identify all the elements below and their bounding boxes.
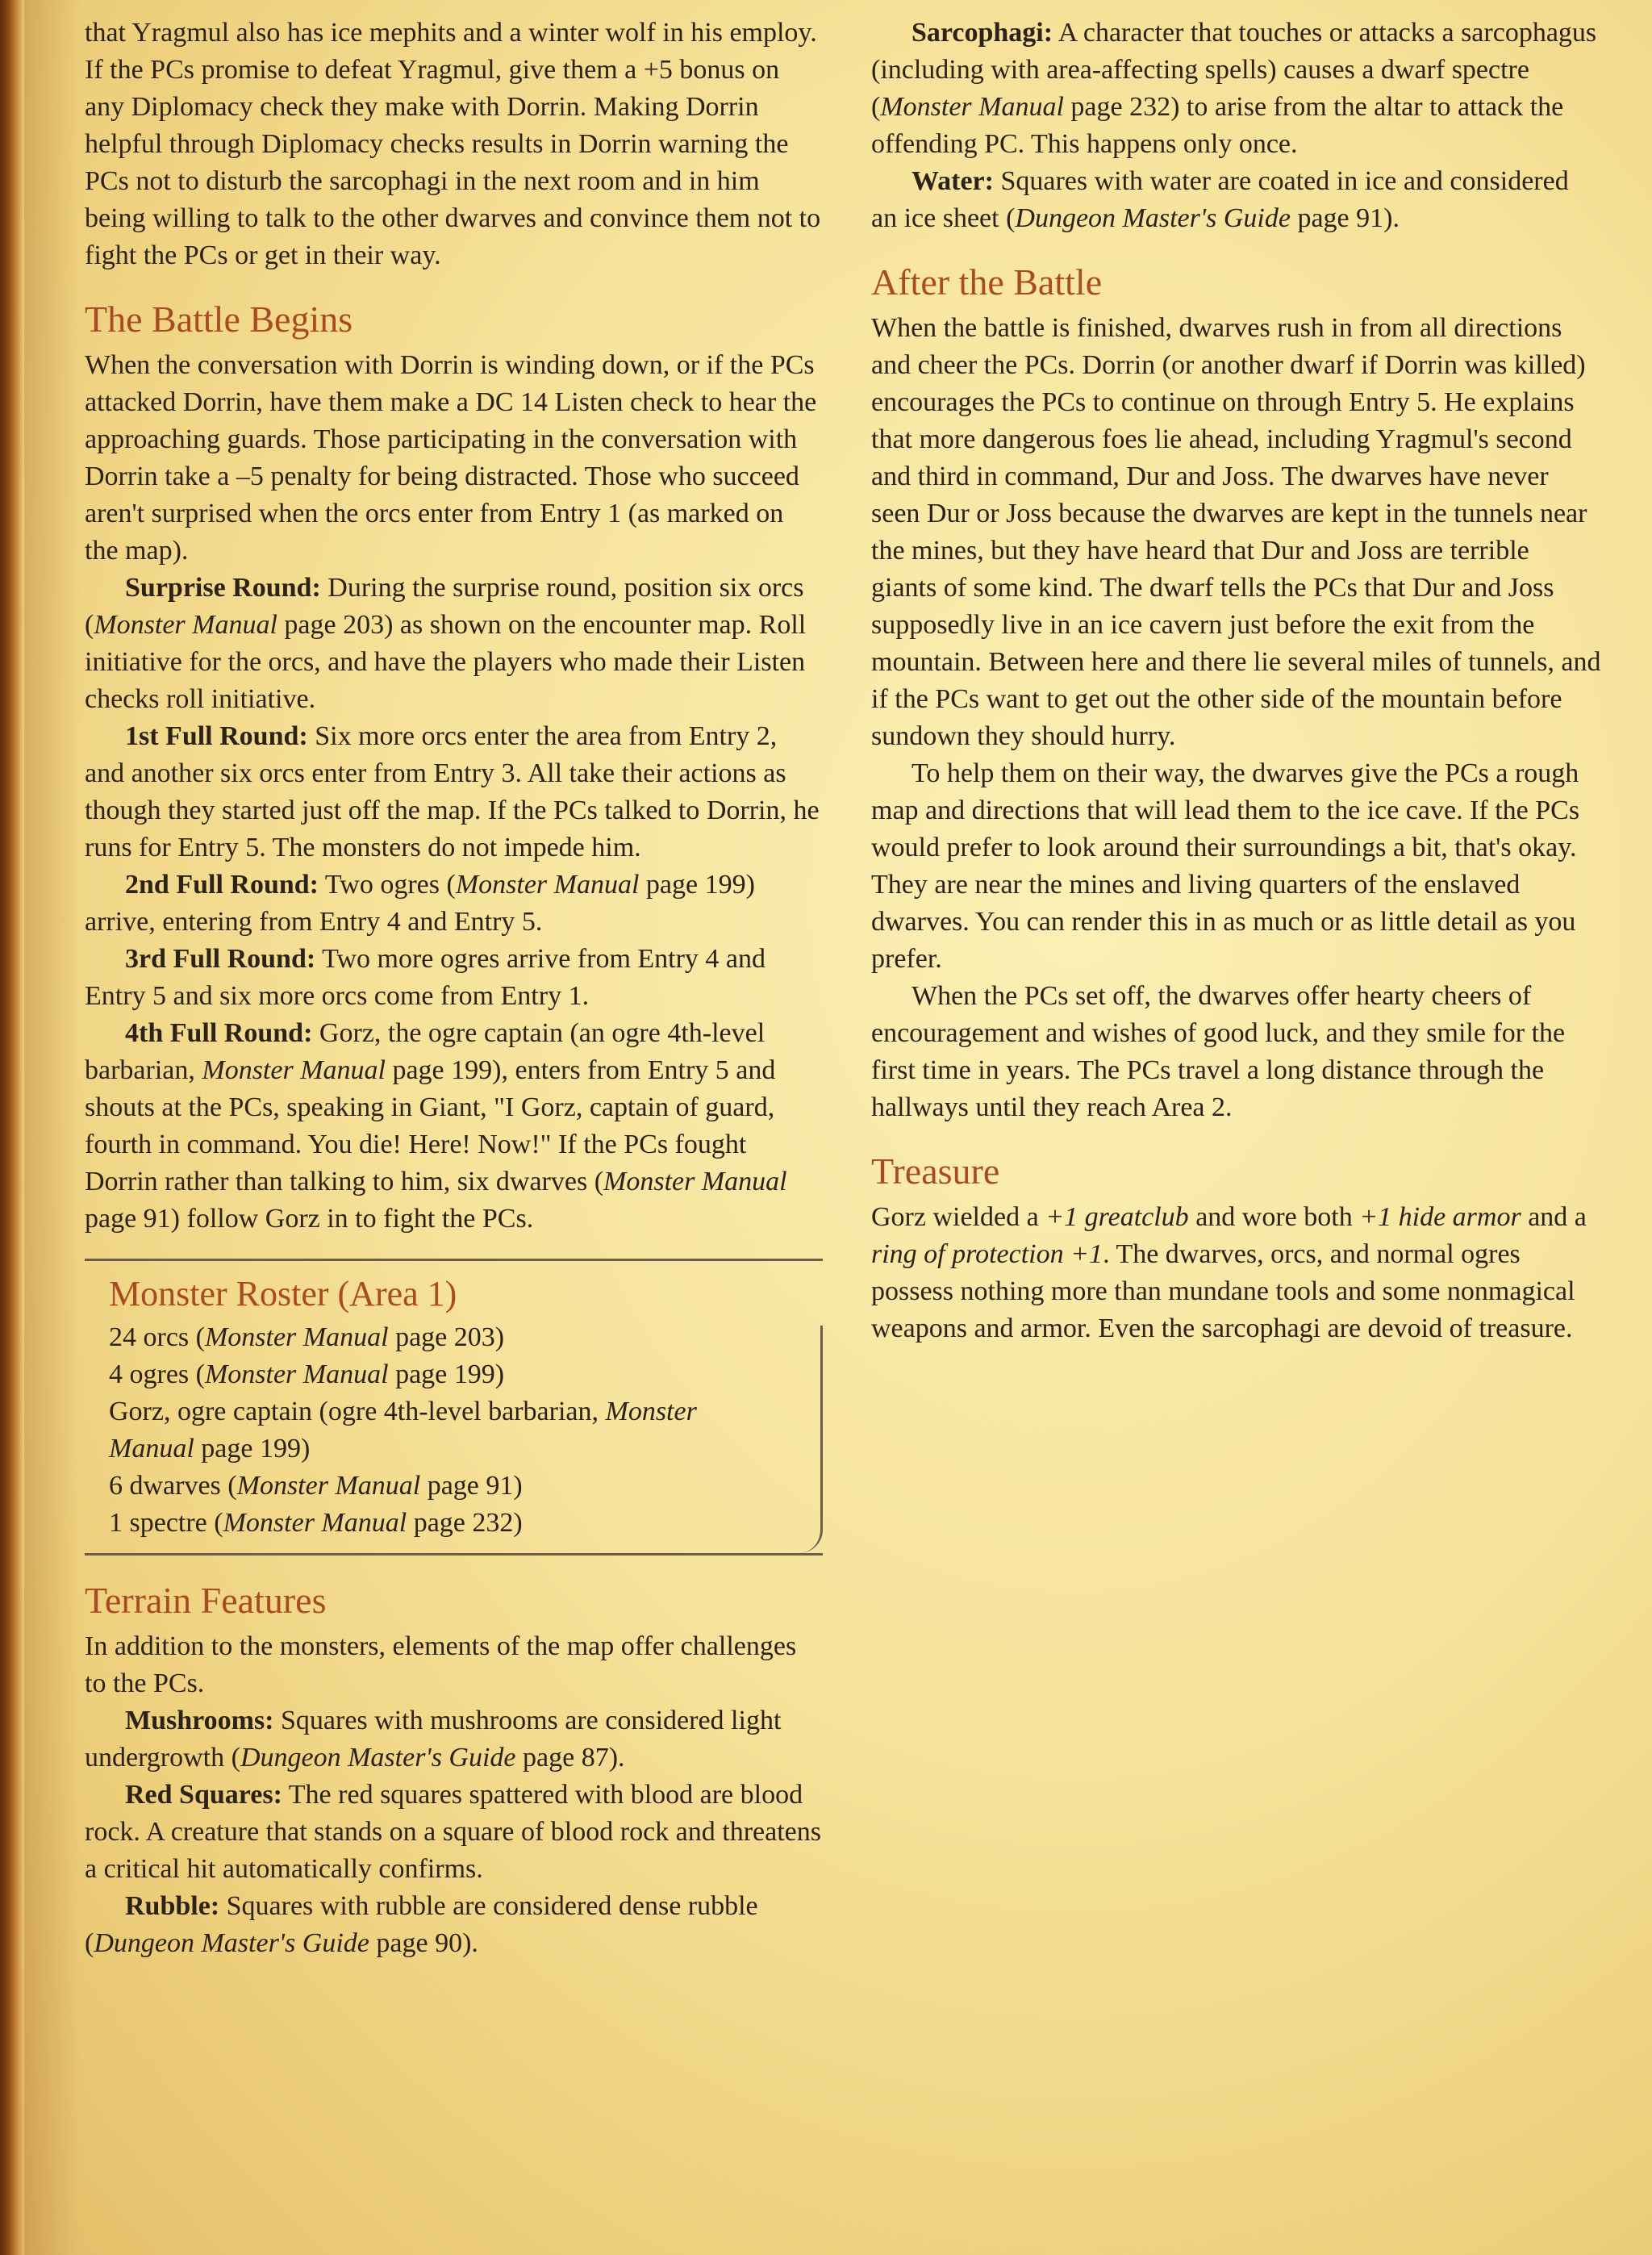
roster-item-page: page 232) — [407, 1508, 523, 1538]
rubble-dmg-ref: Dungeon Master's Guide — [94, 1928, 369, 1958]
roster-item-page: page 199) — [388, 1359, 505, 1389]
round-4-label: 4th Full Round: — [125, 1018, 313, 1048]
treasure-text-4: . The dwarves, orcs, and normal ogres possess nothing more than mundane tools and some nonmagical weapons and armor. Even the sarcophagi are devoid of treasure. — [871, 1239, 1575, 1343]
surprise-mm-ref: Monster Manual — [94, 610, 277, 640]
right-column — [871, 15, 1601, 1347]
surprise-round-label: Surprise Round: — [125, 573, 321, 603]
round-2-text-2: page 199) arrive, entering from Entry 4 and Entry 5. — [85, 870, 755, 937]
treasure-item-ring: ring of protection +1 — [871, 1239, 1103, 1269]
after-battle-paragraph-2: To help them on their way, the dwarves give the PCs a rough map and directions that will lead them to the ice cave. If the PCs would prefer to look around their surroundings a bit, that's okay. They are near the mines and living quarters of the enslaved dwarves. You can render this in as much or as little detail as you prefer. — [871, 758, 1580, 974]
red-squares-paragraph — [85, 1777, 823, 1888]
round-3-text: Two more ogres arrive from Entry 4 and Entry 5 and six more orcs come from Entry 1. — [85, 944, 766, 1011]
mushrooms-label: Mushrooms: — [125, 1706, 274, 1735]
round-4-mm-ref-2: Monster Manual — [603, 1167, 787, 1196]
treasure-paragraph — [871, 1199, 1601, 1347]
left-column — [85, 15, 823, 1962]
mushrooms-dmg-ref: Dungeon Master's Guide — [240, 1743, 516, 1773]
sarcophagi-mm-ref: Monster Manual — [880, 92, 1064, 122]
roster-item — [109, 1393, 774, 1468]
roster-item-page: page 91) — [420, 1471, 523, 1501]
water-dmg-ref: Dungeon Master's Guide — [1015, 203, 1291, 233]
treasure-item-greatclub: +1 greatclub — [1045, 1202, 1189, 1232]
battle-paragraph: When the conversation with Dorrin is winding down, or if the PCs attacked Dorrin, have them make a DC 14 Listen check to hear the approaching guards. Those participating in the conversation with Dorrin take a –5 penalty for being distracted. Those who succeed aren't surprised when the orcs enter from Entry 1 (as marked on the map). — [85, 350, 817, 566]
roster-item-text: Gorz, ogre captain (ogre 4th-level barbarian, — [109, 1397, 606, 1426]
water-paragraph — [871, 163, 1601, 237]
roster-item — [109, 1505, 774, 1542]
terrain-features-heading: Terrain Features — [85, 1580, 327, 1621]
round-2-mm-ref: Monster Manual — [455, 870, 640, 900]
treasure-text-3: and a — [1521, 1202, 1587, 1232]
round-1-paragraph — [85, 718, 823, 867]
monster-roster-heading: Monster Roster (Area 1) — [109, 1274, 457, 1313]
roster-item — [109, 1356, 774, 1393]
water-text-1: Squares with water are coated in ice and considered an ice sheet ( — [871, 166, 1569, 233]
roster-item-text: 1 spectre ( — [109, 1508, 223, 1538]
roster-item-mm-ref: Monster Manual — [236, 1471, 421, 1501]
intro-paragraph: that Yragmul also has ice mephits and a winter wolf in his employ. If the PCs promise to defeat Yragmul, give them a +5 bonus on any Diplomacy check they make with Dorrin. Making Dorrin helpful through Diplomacy checks results in Dorrin warning the PCs not to disturb the sarcophagi in the next room and in him being willing to talk to the other dwarves and convince them not to fight the PCs or get in their way. — [85, 18, 821, 270]
treasure-text-1: Gorz wielded a — [871, 1202, 1046, 1232]
sarcophagi-text-2: page 232) to arise from the altar to attack the offending PC. This happens only once. — [871, 92, 1564, 159]
roster-item-text: 4 ogres ( — [109, 1359, 205, 1389]
roster-item-text: 24 orcs ( — [109, 1322, 205, 1352]
rubble-paragraph — [85, 1888, 823, 1962]
after-battle-paragraph-3: When the PCs set off, the dwarves offer hearty cheers of encouragement and wishes of good luck, and they smile for the first time in years. The PCs travel a long distance through the hallways until they reach Area 2. — [871, 981, 1566, 1122]
surprise-text-2: page 203) as shown on the encounter map. Roll initiative for the orcs, and have the players who made their Listen checks roll initiative. — [85, 610, 807, 714]
treasure-item-hide-armor: +1 hide armor — [1359, 1202, 1521, 1232]
sarcophagi-label: Sarcophagi: — [912, 18, 1053, 48]
surprise-text-1: During the surprise round, position six orcs ( — [85, 573, 804, 640]
roster-item-mm-ref: Monster Manual — [109, 1397, 697, 1464]
spine-shadow — [24, 0, 81, 2255]
round-4-text-2: page 199), enters from Entry 5 and shouts at the PCs, speaking in Giant, "I Gorz, captain of guard, fourth in command. You die! Here! Now!" If the PCs fought Dorrin rather than talking to him, six dwarves ( — [85, 1055, 776, 1196]
roster-item-mm-ref: Monster Manual — [204, 1322, 389, 1352]
round-2-paragraph — [85, 867, 823, 941]
treasure-text-2: and wore both — [1188, 1202, 1360, 1232]
monster-roster-box — [85, 1259, 823, 1556]
round-2-text-1: Two ogres ( — [319, 870, 456, 900]
water-text-2: page 91). — [1290, 203, 1400, 233]
round-4-text-3: page 91) follow Gorz in to fight the PCs. — [85, 1204, 534, 1234]
sarcophagi-paragraph — [871, 15, 1601, 163]
roster-item-page: page 199) — [194, 1434, 311, 1464]
mushrooms-text-2: page 87). — [515, 1743, 625, 1773]
mushrooms-paragraph — [85, 1702, 823, 1777]
rubble-text-2: page 90). — [369, 1928, 478, 1958]
roster-item-page: page 203) — [388, 1322, 505, 1352]
red-squares-text: The red squares spattered with blood are blood rock. A creature that stands on a square of blood rock and threatens a critical hit automatically confirms. — [85, 1780, 821, 1884]
roster-item — [109, 1468, 774, 1505]
book-spine — [0, 0, 24, 2255]
treasure-heading: Treasure — [871, 1150, 1000, 1192]
round-3-label: 3rd Full Round: — [125, 944, 316, 974]
sarcophagi-text-1: A character that touches or attacks a sarcophagus (including with area-affecting spells) causes a dwarf spectre ( — [871, 18, 1597, 122]
round-3-paragraph — [85, 941, 823, 1015]
after-battle-paragraph-1: When the battle is finished, dwarves rush in from all directions and cheer the PCs. Dorrin (or another dwarf if Dorrin was killed) encourages the PCs to continue on through Entry 5. He explains that more dangerous foes lie ahead, including Yragmul's second and third in command, Dur and Joss. The dwarves have never seen Dur or Joss because the dwarves are kept in the tunnels near the mines, but they have heard that Dur and Joss are terrible giants of some kind. The dwarf tells the PCs that Dur and Joss supposedly live in an ice cavern just before the exit from the mountain. Between here and there lie several miles of tunnels, and if the PCs want to get out the other side of the mountain before sundown they should hurry. — [871, 313, 1601, 751]
round-4-paragraph — [85, 1015, 823, 1238]
roster-item-mm-ref: Monster Manual — [223, 1508, 407, 1538]
red-squares-label: Red Squares: — [125, 1780, 282, 1810]
roster-item — [109, 1319, 774, 1356]
rubble-label: Rubble: — [125, 1891, 220, 1921]
battle-begins-heading: The Battle Begins — [85, 299, 353, 340]
mushrooms-text-1: Squares with mushrooms are considered light undergrowth ( — [85, 1706, 782, 1773]
round-4-mm-ref: Monster Manual — [202, 1055, 386, 1085]
round-4-text-1: Gorz, the ogre captain (an ogre 4th-level barbarian, — [85, 1018, 766, 1085]
after-battle-heading: After the Battle — [871, 261, 1103, 303]
terrain-paragraph: In addition to the monsters, elements of the map offer challenges to the PCs. — [85, 1631, 797, 1698]
surprise-round-paragraph — [85, 570, 823, 718]
rubble-text-1: Squares with rubble are considered dense rubble ( — [85, 1891, 758, 1958]
roster-item-mm-ref: Monster Manual — [204, 1359, 389, 1389]
water-label: Water: — [912, 166, 994, 196]
round-2-label: 2nd Full Round: — [125, 870, 319, 900]
round-1-text: Six more orcs enter the area from Entry 2, and another six orcs enter from Entry 3. All take their actions as though they started just off the map. If the PCs talked to Dorrin, he runs for Entry 5. The monsters do not impede him. — [85, 721, 820, 862]
roster-item-text: 6 dwarves ( — [109, 1471, 237, 1501]
round-1-label: 1st Full Round: — [125, 721, 308, 751]
